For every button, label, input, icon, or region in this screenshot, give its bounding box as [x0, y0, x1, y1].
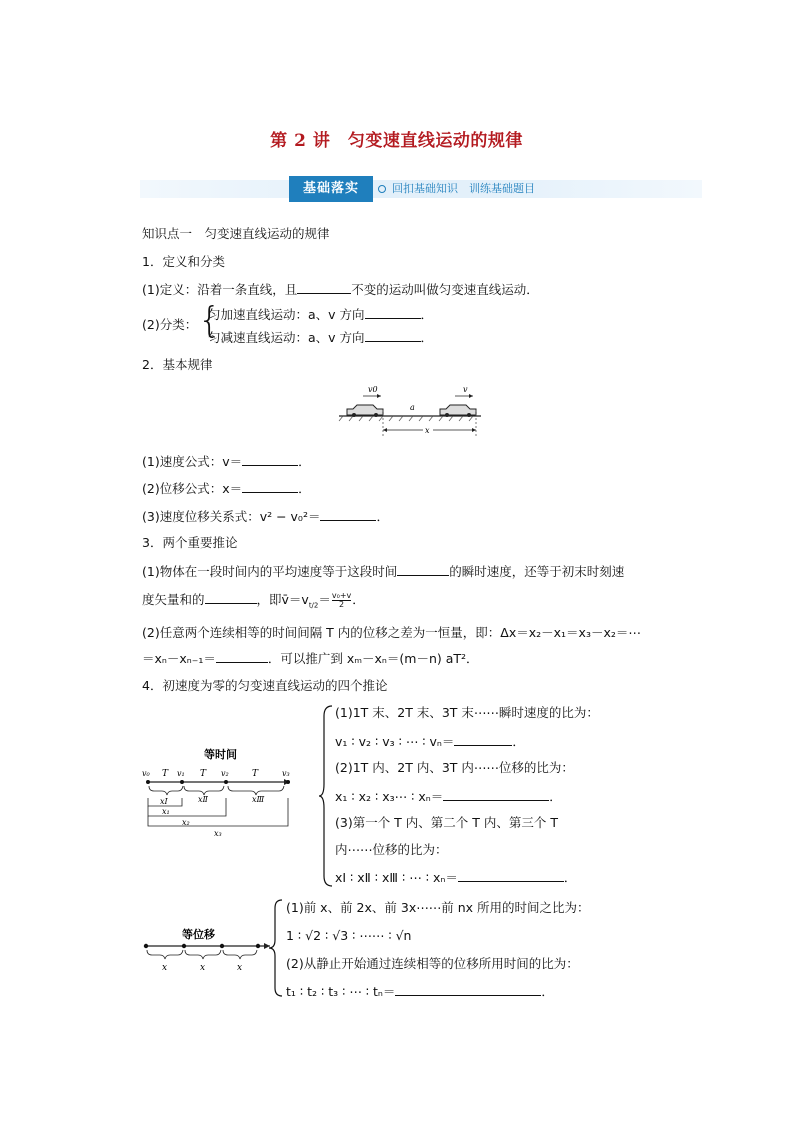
- classification-decelerate: [208, 329, 433, 346]
- label-v0: v0: [368, 385, 378, 394]
- point: [182, 944, 186, 948]
- fraction-denominator: 2: [339, 600, 345, 609]
- period: ．: [549, 789, 562, 804]
- decelerate-text: 匀减速直线运动：a、v 方向: [208, 330, 365, 345]
- car-icon: [347, 405, 383, 417]
- large-brace-icon: [318, 704, 336, 888]
- equal-time-result-1b: [335, 733, 525, 750]
- blank-fill: [242, 453, 298, 466]
- equal-time-result-2b: [335, 788, 562, 805]
- classification-accelerate: [208, 306, 433, 323]
- brace-xIII: [228, 786, 284, 795]
- blank-fill: [397, 563, 449, 576]
- displacement-ratio-text: x₁ ∶ x₂ ∶ x₃⋯ ∶ xₙ＝: [335, 789, 444, 804]
- point: [144, 944, 148, 948]
- inference-2-line-1: (2)任意两个连续相等的时间间隔 T 内的位移之差为一恒量，即：Δx＝x₂－x₁＝x₃－x₂＝⋯: [142, 625, 641, 640]
- period: ．: [352, 592, 365, 607]
- label-v3: v₃: [282, 769, 290, 778]
- equal-displacement-result-1a: (1)前 x、前 2x、前 3x⋯⋯前 nx 所用的时间之比为：: [286, 900, 590, 915]
- period: ．: [298, 454, 311, 469]
- section-4-heading: 4．初速度为零的匀变速直线运动的四个推论: [142, 678, 388, 693]
- label-xI: xⅠ: [160, 797, 168, 806]
- equal-time-result-2a: (2)1T 内、2T 内、3T 内⋯⋯位移的比为：: [335, 760, 574, 775]
- equal-displacement-result-2b: [286, 983, 554, 1000]
- velocity-displacement-formula: [142, 508, 389, 525]
- arrow-head-icon: [469, 394, 473, 398]
- definition-suffix: 不变的运动叫做匀变速直线运动．: [351, 282, 539, 297]
- period: ．: [541, 984, 554, 999]
- period: ．: [376, 509, 389, 524]
- time-ratio-text: t₁ ∶ t₂ ∶ t₃ ∶ ⋯ ∶ tₙ＝: [286, 984, 396, 999]
- equal-time-title: 等时间: [204, 748, 237, 761]
- bullet-icon: [378, 185, 386, 193]
- section-banner: [140, 176, 702, 202]
- blank-fill: [297, 281, 351, 294]
- definition-prefix: (1)定义：沿着一条直线，且: [142, 282, 298, 297]
- label-v0: v₀: [142, 769, 150, 778]
- equal-time-result-3c: [335, 869, 576, 886]
- large-brace-icon: [268, 898, 286, 998]
- label-a: a: [410, 403, 415, 412]
- successive-displacement-ratio-text: xⅠ ∶ xⅡ ∶ xⅢ ∶ ⋯ ∶ xₙ＝: [335, 870, 458, 885]
- left-brace-icon: {: [198, 300, 221, 341]
- label-x2: x₂: [182, 818, 190, 827]
- label-xII: xⅡ: [198, 795, 208, 804]
- motion-diagram: [335, 380, 485, 440]
- subscript-t-half: t/2: [308, 601, 319, 610]
- period: ．: [420, 307, 434, 322]
- blank-fill: [395, 983, 541, 996]
- period: ．: [512, 734, 525, 749]
- period: ．: [298, 481, 311, 496]
- blank-fill: [205, 591, 257, 604]
- brace-xII: [184, 786, 224, 795]
- velocity-formula-text: (1)速度公式：v＝: [142, 454, 243, 469]
- blank-fill: [216, 650, 268, 663]
- banner-subtitle: 回扣基础知识 训练基础题目: [392, 182, 535, 195]
- arrow-head-icon: [383, 428, 387, 432]
- label-T: T: [162, 769, 169, 779]
- inference-1-line-1: [142, 563, 624, 580]
- point-v2: [224, 780, 228, 784]
- equal-time-result-1a: (1)1T 末、2T 末、3T 末⋯⋯瞬时速度的比为：: [335, 705, 599, 720]
- section-3-heading: 3．两个重要推论: [142, 535, 238, 550]
- inference-1-text-b: 的瞬时速度，还等于初末时刻速: [449, 564, 625, 579]
- inference-2-text-b: ．可以推广到 xₘ－xₙ＝(m－n) aT²．: [267, 651, 479, 666]
- point: [256, 944, 260, 948]
- equal-time-result-3a: (3)第一个 T 内、第二个 T 内、第三个 T: [335, 815, 558, 830]
- equal-displacement-result-1b: 1 ∶ √2 ∶ √3 ∶ ⋯⋯ ∶ √n: [286, 928, 412, 943]
- period: ．: [563, 870, 577, 885]
- velocity-formula: [142, 453, 311, 470]
- inference-1-text-a: (1)物体在一段时间内的平均速度等于这段时间: [142, 564, 398, 579]
- average-velocity-text: ，即v̄＝v: [256, 592, 309, 607]
- page-title: 第 2 讲 匀变速直线运动的规律: [270, 131, 523, 151]
- label-x: x: [200, 963, 206, 973]
- equals-sign: ＝: [318, 592, 331, 607]
- label-v2: v₂: [221, 769, 229, 778]
- definition-line: [142, 281, 539, 298]
- inference-2-text-a: ＝xₙ－xₙ₋₁＝: [142, 651, 216, 666]
- blank-fill: [242, 480, 298, 493]
- banner-badge: 基础落实: [289, 176, 373, 202]
- brace-segment: [185, 950, 221, 959]
- fraction: [332, 592, 351, 609]
- arrow-head-icon: [377, 394, 381, 398]
- equal-displacement-result-2a: (2)从静止开始通过连续相等的位移所用时间的比为：: [286, 956, 579, 971]
- road-hatch: [339, 416, 473, 421]
- label-x: x: [237, 963, 243, 973]
- accelerate-text: 匀加速直线运动：a、v 方向: [208, 307, 365, 322]
- displacement-formula-text: (2)位移公式：x＝: [142, 481, 243, 496]
- point-v3: [286, 780, 290, 784]
- label-x3: x₃: [214, 829, 222, 838]
- car-icon: [440, 405, 476, 417]
- fraction-numerator: v₀+v: [331, 591, 352, 600]
- brace-segment: [147, 950, 183, 959]
- equal-displacement-diagram: [140, 924, 280, 976]
- label-x: x: [162, 963, 168, 973]
- inference-1-line-2: [142, 591, 365, 614]
- period: ．: [420, 330, 434, 345]
- classification-label: (2)分类：: [142, 317, 198, 332]
- equal-time-diagram: [140, 740, 300, 840]
- blank-fill: [454, 733, 512, 746]
- section-1-heading: 1．定义和分类: [142, 254, 225, 269]
- brace-segment: [223, 950, 257, 959]
- label-T: T: [252, 769, 259, 779]
- velocity-displacement-text: (3)速度位移关系式：v² − v₀²＝: [142, 509, 321, 524]
- brace-x1-segment: [149, 786, 183, 795]
- arrow-head-icon: [472, 428, 476, 432]
- knowledge-point-heading: 知识点一 匀变速直线运动的规律: [142, 226, 330, 241]
- blank-fill: [365, 329, 421, 342]
- equal-time-result-3b: 内⋯⋯位移的比为：: [335, 842, 448, 857]
- displacement-formula: [142, 480, 311, 497]
- label-x1: x₁: [162, 807, 170, 816]
- blank-fill: [320, 508, 376, 521]
- label-xIII: xⅢ: [252, 795, 265, 804]
- label-v: v: [463, 385, 468, 394]
- point: [220, 944, 224, 948]
- label-T: T: [200, 769, 207, 779]
- label-x: x: [425, 426, 430, 435]
- equal-displacement-title: 等位移: [182, 928, 215, 941]
- velocity-ratio-text: v₁ ∶ v₂ ∶ v₃ ∶ ⋯ ∶ vₙ＝: [335, 734, 455, 749]
- label-v1: v₁: [177, 769, 185, 778]
- blank-fill: [443, 788, 549, 801]
- inference-2-line-2: [142, 650, 479, 667]
- section-2-heading: 2．基本规律: [142, 357, 213, 372]
- point-v1: [180, 780, 184, 784]
- blank-fill: [458, 869, 564, 882]
- point-v0: [146, 780, 150, 784]
- blank-fill: [365, 306, 421, 319]
- inference-1-text-c: 度矢量和的: [142, 592, 205, 607]
